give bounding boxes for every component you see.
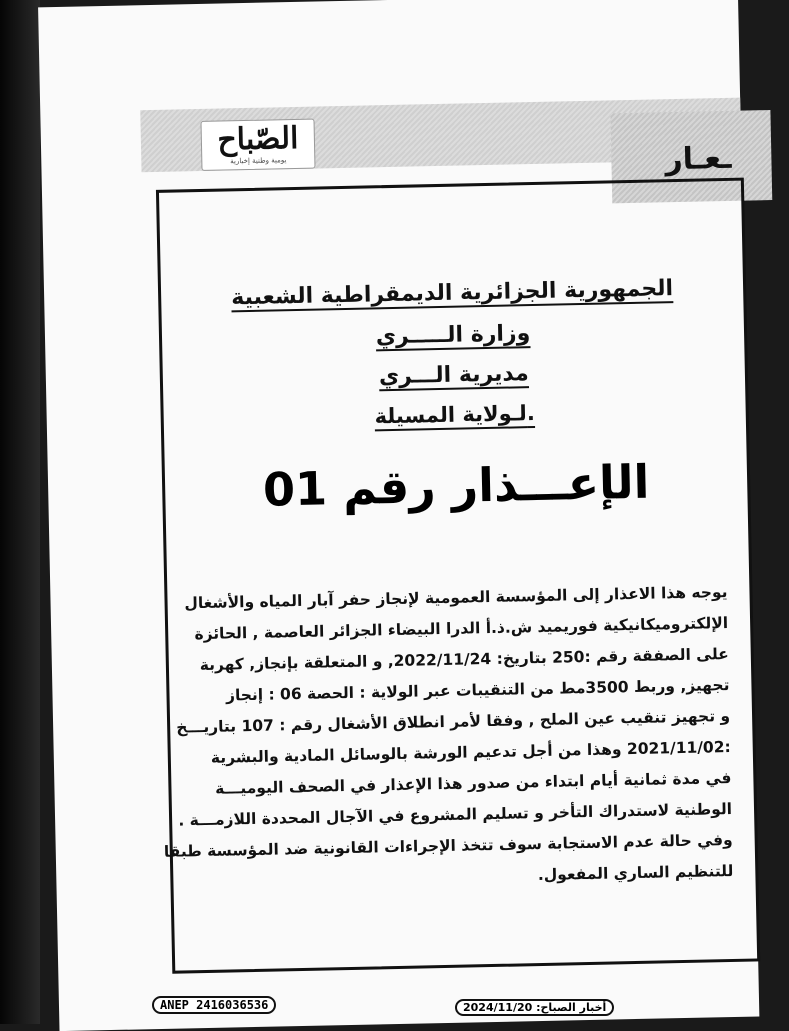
publication-source: أخبار الصباح: 2024/11/20: [455, 999, 614, 1016]
logo-text: الصّباح: [216, 120, 299, 158]
header-line-ministry: وزارة الـــــري: [375, 321, 531, 350]
header-line-directorate: مديرية الـــري: [378, 361, 529, 390]
header-line-province: لـولاية المسيلة.: [374, 401, 536, 429]
body-line: و تجهيز تنقيب عين الملح , وفقا لأمر انطلاق الأشغال رقم : 107 بتاريـــخ: [176, 706, 731, 737]
header-line-republic: الجمهورية الجزائرية الديمقراطية الشعبية: [230, 276, 674, 311]
logo-tagline: يومية وطنية إخبارية: [230, 156, 287, 166]
section-label: ـعـار: [665, 140, 732, 178]
body-line: على الصفقة رقم :250 بتاريخ: 2022/11/24, و المتعلقة بإنجاز, كهربة: [199, 645, 729, 675]
body-line: :2021/11/02 وهذا من أجل تدعيم الورشة بالوسائل المادية والبشرية: [210, 737, 731, 767]
body-line: الإلكتروميكانيكية فوريميد ش.ذ.أ الدرا البيضاء الجزائر العاصمة , الحائزة: [194, 614, 729, 644]
anep-reference: ANEP 2416036536: [152, 996, 276, 1014]
newspaper-logo: [200, 119, 315, 171]
body-line: يوجه هذا الاعذار إلى المؤسسة العمومية لإنجاز حفر آبار المياه والأشغال: [184, 583, 728, 613]
notice-frame: [156, 178, 760, 974]
body-line: وفي حالة عدم الاستجابة سوف تتخذ الإجراءات القانونية ضد المؤسسة طبقا: [163, 830, 733, 861]
notice-title: الإعـــذار رقم 01: [262, 454, 650, 517]
scan-shadow: [0, 0, 40, 1024]
body-line: الوطنية لاستدراك التأخر و تسليم المشروع في الآجال المحددة اللازمـــة .: [178, 799, 733, 830]
body-line: للتنظيم الساري المفعول.: [537, 861, 734, 885]
body-line: في مدة ثمانية أيام ابتداء من صدور هذا الإعذار في الصحف اليوميـــة: [214, 768, 732, 798]
notice-body: [163, 577, 734, 898]
newspaper-page: [38, 0, 759, 1031]
body-line: تجهيز, وربط 3500مط من التنقيبات عبر الولاية : الحصة 06 : إنجاز: [225, 676, 730, 705]
